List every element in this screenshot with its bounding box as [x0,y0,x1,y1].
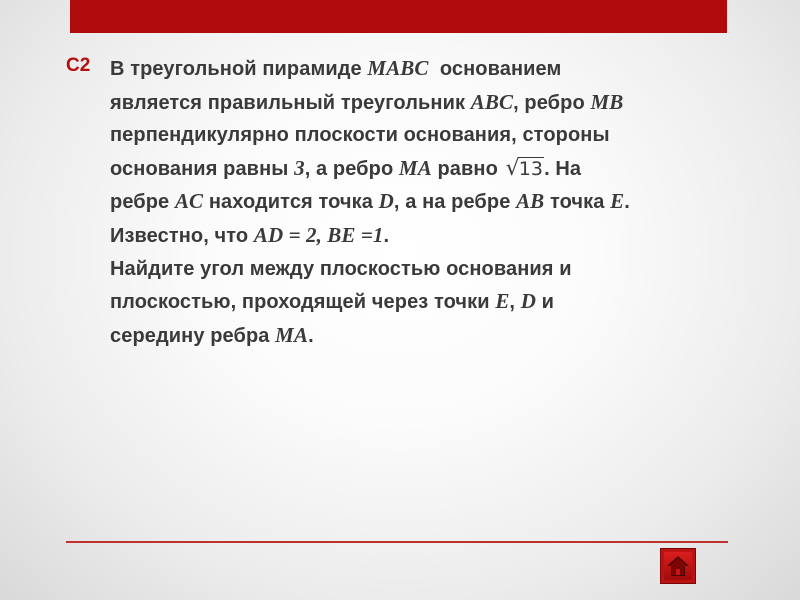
problem-line-6 [110,219,750,253]
math-point: D [520,289,537,314]
math-edge: AC [174,189,204,214]
problem-line-4 [110,152,750,186]
bottom-divider [66,541,728,543]
text-segment: . На [544,157,582,180]
text-segment: , а ребро [304,157,399,180]
text-segment: . [383,224,390,247]
square-root [506,153,545,186]
text-segment: основанием [428,58,562,80]
text-segment: , [509,291,521,314]
problem-line-5 [110,185,750,219]
text-segment: равно [431,157,504,180]
math-pyramid: MABC [367,56,429,80]
text-segment: , а на ребре [393,191,517,214]
top-accent-bar [70,0,727,33]
math-condition: AD = 2, BE =1 [253,222,384,247]
math-edge: AB [516,189,545,214]
home-icon [665,553,691,579]
text-segment: , ребро [513,91,591,114]
problem-line-8 [110,285,750,319]
problem-line-1 [110,52,750,86]
text-segment: ребре [110,191,175,214]
text-segment: . [308,324,314,347]
math-edge: MA [275,322,309,347]
text-segment: перпендикулярно плоскости основания, стороны [110,124,610,147]
math-point: E [610,189,625,214]
text-segment: Известно, что [110,224,254,247]
math-edge: MB [590,89,624,114]
radical-sign: √ [505,155,520,181]
problem-line-2 [110,86,750,120]
text-segment: Найдите угол между плоскостью основания и [110,257,572,280]
math-point: D [378,189,394,214]
math-point: E [495,289,510,314]
text-segment: точка [544,191,611,214]
problem-line-7 [110,253,750,286]
text-segment: и [536,291,555,314]
radicand: 13 [518,157,544,180]
text-segment: основания равны [110,157,295,180]
text-segment: плоскостью, проходящей через точки [110,291,496,314]
math-triangle: ABC [470,89,514,114]
text-segment: является правильный треугольник [110,91,471,114]
text-segment: . [624,191,630,214]
math-edge: MA [398,155,432,180]
problem-line-9 [110,319,750,353]
problem-line-3 [110,119,750,152]
text-segment: В треугольной пирамиде [110,58,368,80]
math-number: 3 [294,155,305,180]
problem-text [110,52,750,352]
text-segment: середину ребра [110,324,276,347]
home-button[interactable] [660,548,696,584]
text-segment: находится точка [203,191,379,214]
problem-number: С2 [66,55,91,76]
